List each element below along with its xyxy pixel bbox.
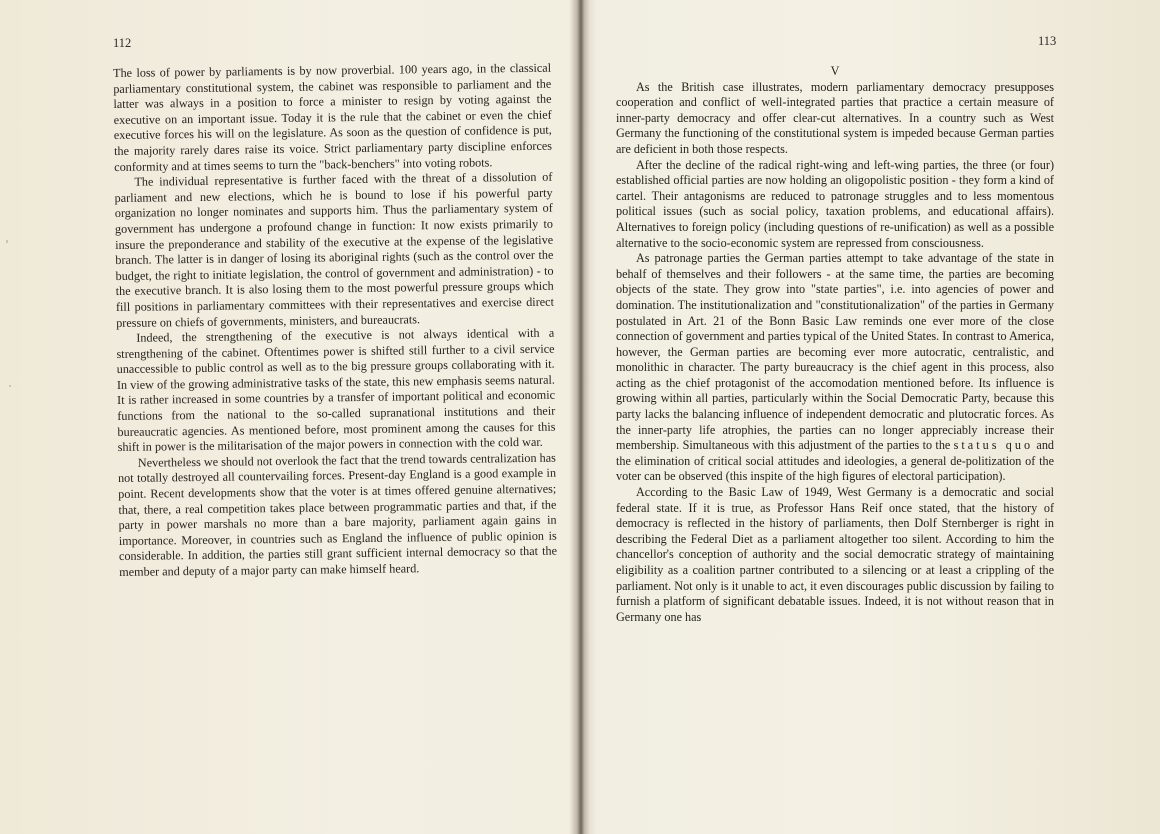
paragraph (616, 251, 1054, 485)
paragraph: The individual representative is further faced with the threat of a dissolution of parliament and new elections, which he is bound to lose if his powerful party organization no longer nominates and supports him. Thus the parliamentary system of government has undergone a profound change in function: It now exists primarily to insure the preponderance and stability of the executive at the expense of the legislative branch. The latter is in danger of losing its aboriginal rights (such as the control over the budget, the right to initiate legislation, the control of government and administration) - to the executive branch. It is also losing them to the most powerful pressure groups which fill positions in parliamentary committees with their representatives and exercise direct pressure on chiefs of governments, ministers, and bureaucrats. (114, 169, 554, 330)
paragraph: The loss of power by parliaments is by now proverbial. 100 years ago, in the classical parliamentary constitutional system, the cabinet was responsible to parliament and the latter was always in a position to force a minister to resign by voting against the executive on an important issue. Today it is the rule that the cabinet or even the chief executive forces his will on the legislature. As soon as the question of confidence is put, the majority rarely dares raise its voice. Strict parliamentary party discipline enforces conformity and at times seems to turn the "back-benchers" into voting robots. (113, 60, 553, 174)
left-page (0, 0, 576, 834)
section-number: V (830, 64, 840, 78)
paragraph: Indeed, the strengthening of the executive is not always identical with a strengthening of the cabinet. Oftentimes power is shifted still further to a civil service unaccessible to public control as well as to the big pressure groups collaborating with it. In view of the growing administrative tasks of the state, this new emphasis seems natural. It is rather increased in some countries by a transfer of important political and economic functions from the national to the so-called supranational institutions and their bureaucratic agencies. As mentioned before, most prominent among the causes for this shift in power is the militarisation of the major powers in connection with the cold war. (116, 325, 556, 455)
paragraph: After the decline of the radical right-wing and left-wing parties, the three (or four) established official parties are now holding an oligopolistic position - they form a kind of cartel. Their antagonisms are reduced to patronage struggles and to less momentous political issues (such as social policy, taxation problems, and educational affairs). Alternatives to foreign policy (including questions of re-unification) as well as a possible alternative to the socio-economic system are repressed from consciousness. (616, 157, 1054, 250)
paragraph: According to the Basic Law of 1949, West Germany is a democratic and social federal state. If it is true, as Professor Hans Reif once stated, that the history of democracy is reflected in the history of parliaments, then Dolf Sternberger is right in describing the Federal Diet as a parliament altogether too silent. According to him the chancellor's conception of authority and the social democratic strategy of maintaining eligibility as a coalition partner contributed to a silencing or at least a crippling of the parliament. Not only is it unable to act, it even discourages public discussion by failing to furnish a platform of significant debatable issues. Indeed, it is not without reason that in Germany one has (616, 485, 1054, 624)
left-page-body (113, 61, 557, 581)
paper-speck (9, 385, 11, 387)
paragraph: Nevertheless we should not overlook the fact that the trend towards centralization has not totally destroyed all countervailing forces. Present-day England is a good example in point. Recent developments show that the voter is at times offered genuine alternatives; that, there, a real competition takes place between programmatic parties and that, if the party in power marshals no more than a bare majority, parliament again gains in importance. Moreover, in countries such as England the influence of public opinion is considerable. In addition, the parties still grant sufficient internal democracy so that the member and deputy of a major party can make himself heard. (117, 450, 558, 579)
page-number-left: 112 (113, 36, 132, 50)
right-page-body (616, 64, 1054, 625)
page-number-right: 113 (1038, 34, 1057, 48)
paper-speck (6, 240, 8, 243)
paragraph: As the British case illustrates, modern parliamentary democracy presupposes cooperation and conflict of well-integrated parties that practice a certain measure of inner-party democracy and offer clear-cut alternatives. In a country such as West Germany the functioning of the constitutional system is impeded because German parties are deficient in both those respects. (616, 79, 1054, 156)
right-page (586, 0, 1160, 834)
paragraph-text: As patronage parties the German parties attempt to take advantage of the state in behalf of themselves and their followers - at the same time, the parties are becoming objects of the state. They grow into "state parties", i.e. into agencies of power and domination. The institutionalization and "constitutionalization" of the parties in Germany postulated in Art. 21 of the Bonn Basic Law reminds one ever more of the close connection of government and parties typical of the United States. In contrast to America, however, the German parties are becoming ever more autocratic, centralistic, and monolithic in character. The party bureaucracy is the chief agent in this process, also acting as the chief protagonist of the accomodation mentioned before. Its influence is growing within all parties, particularly within the Social Democratic Party, because this party lacks the balancing influence of independent democratic and plutocratic forces. As the inner-party life atrophies, the parties can no longer appreciably increase their membership. Simultaneous with this adjustment of the parties to the (616, 251, 1054, 453)
paragraph-text: and the elimination of critical social attitudes and ideologies, a general de-politization of the voter can be observed (this inspite of the high figures of electoral participation). (616, 438, 1055, 484)
spaced-phrase: status quo (953, 438, 1034, 453)
